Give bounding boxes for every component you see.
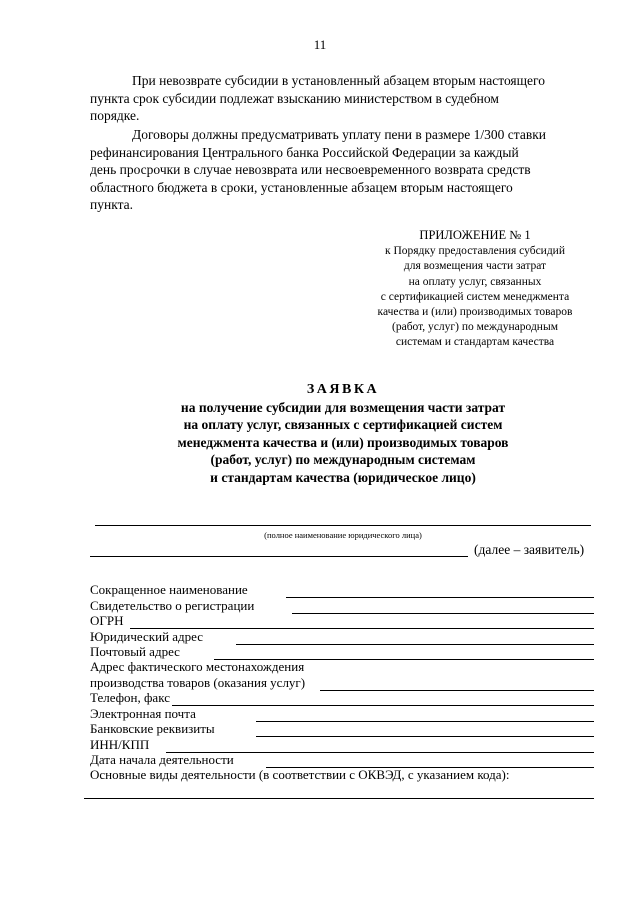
appendix-line: системам и стандартам качества xyxy=(395,336,555,349)
paragraph-line: рефинансирования Центрального банка Российской Федерации за каждый xyxy=(90,144,519,160)
field-label-registration: Свидетельство о регистрации xyxy=(90,598,255,613)
field-label-bank-details: Банковские реквизиты xyxy=(90,721,215,736)
full-name-input-line[interactable] xyxy=(95,525,591,526)
bank-details-field[interactable] xyxy=(256,736,594,737)
applicant-suffix: (далее – заявитель) xyxy=(474,542,585,557)
appendix-line: к Порядку предоставления субсидий xyxy=(385,245,565,258)
title-line: на оплату услуг, связанных с сертификацией систем xyxy=(183,417,503,433)
field-label-main-activities: Основные виды деятельности (в соответствии с ОКВЭД, с указанием кода): xyxy=(90,767,510,782)
appendix-line: на оплату услуг, связанных xyxy=(408,275,542,288)
field-label-production: производства товаров (оказания услуг) xyxy=(90,675,306,690)
legal-address-field[interactable] xyxy=(236,644,594,645)
full-name-caption: (полное наименование юридического лица) xyxy=(264,530,422,540)
application-title xyxy=(90,381,596,487)
paragraph-line: пункта срок субсидии подлежат взысканию министерством в судебном xyxy=(90,90,499,106)
paragraph-line: Договоры должны предусматривать уплату пени в размере 1/300 ставки xyxy=(132,127,546,142)
title-line: (работ, услуг) по международным системам xyxy=(210,452,476,468)
field-label-short-name: Сокращенное наименование xyxy=(90,582,248,597)
page-number: 11 xyxy=(313,37,327,52)
field-label-legal-address: Юридический адрес xyxy=(90,629,204,644)
title-line: менеджмента качества и (или) производимых товаров xyxy=(177,434,509,450)
paragraph-line: день просрочки в случае невозврата или несвоевременного возврата средств xyxy=(90,162,531,178)
phone-fax-field[interactable] xyxy=(172,705,594,706)
email-field[interactable] xyxy=(256,721,594,722)
field-label-phone-fax: Телефон, факс xyxy=(90,690,170,705)
paragraph-subsidy-return xyxy=(90,72,596,125)
main-activities-field[interactable] xyxy=(84,798,594,799)
appendix-line: качества и (или) производимых товаров xyxy=(377,306,573,319)
paragraph-line: областного бюджета в сроки, установленные абзацем вторым настоящего xyxy=(90,179,513,195)
paragraph-penalty xyxy=(90,126,596,214)
title-line: на получение субсидии для возмещения части затрат xyxy=(180,399,506,415)
document-title: ЗАЯВКА xyxy=(306,382,380,397)
appendix-title: ПРИЛОЖЕНИЕ № 1 xyxy=(419,228,531,242)
field-label-ogrn: ОГРН xyxy=(90,613,124,628)
field-label-actual-address: Адрес фактического местонахождения xyxy=(90,659,305,674)
title-line: и стандартам качества (юридическое лицо) xyxy=(210,469,476,485)
actual-address-field[interactable] xyxy=(320,690,594,691)
field-label-start-date: Дата начала деятельности xyxy=(90,752,234,767)
paragraph-line: пункта. xyxy=(90,197,134,213)
appendix-line: (работ, услуг) по международным xyxy=(392,321,558,334)
appendix-line: для возмещения части затрат xyxy=(403,260,547,273)
full-name-continuation-line[interactable] xyxy=(90,556,468,557)
paragraph-line: При невозврате субсидии в установленный абзацем вторым настоящего xyxy=(132,73,545,88)
paragraph-line: порядке. xyxy=(90,108,140,124)
short-name-field[interactable] xyxy=(286,597,594,598)
field-label-inn-kpp: ИНН/КПП xyxy=(90,737,150,752)
registration-field[interactable] xyxy=(292,613,594,614)
appendix-line: с сертификацией систем менеджмента xyxy=(380,290,570,303)
field-label-postal-address: Почтовый адрес xyxy=(90,644,180,659)
field-label-email: Электронная почта xyxy=(90,706,196,721)
appendix-header xyxy=(355,228,595,351)
